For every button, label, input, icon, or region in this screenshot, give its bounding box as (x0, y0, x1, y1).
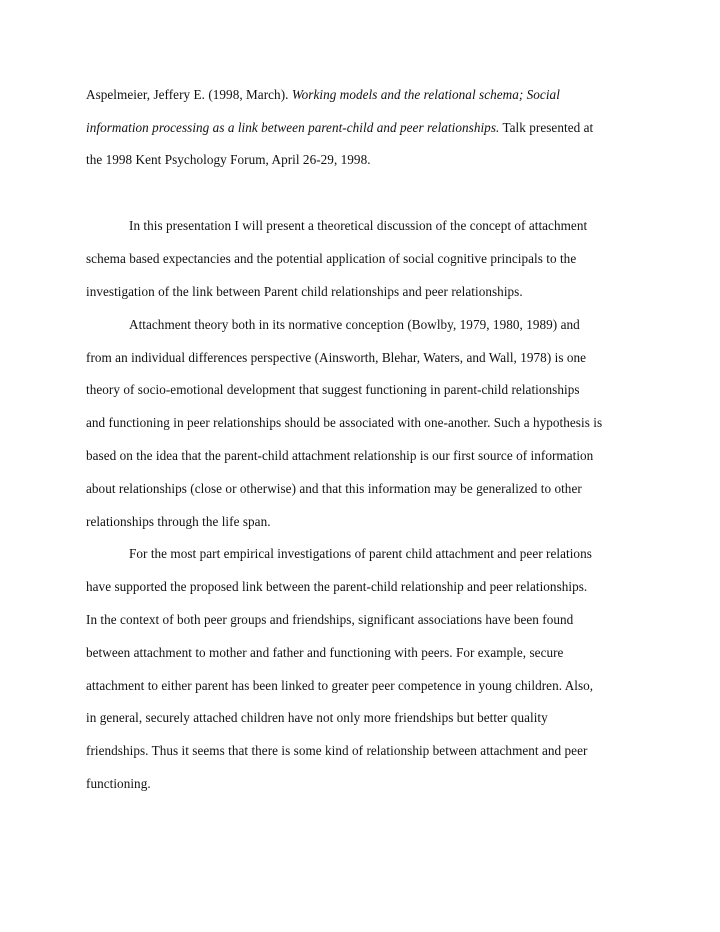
paragraph-line: in general, securely attached children have not only more friendships but better quality (86, 710, 548, 725)
citation-line-2 (86, 120, 593, 136)
paragraph-line: and functioning in peer relationships should be associated with one-another. Such a hypothesis is (86, 415, 603, 430)
paragraph-line: Attachment theory both in its normative conception (Bowlby, 1979, 1980, 1989) and (129, 317, 580, 332)
paragraph-line: investigation of the link between Parent child relationships and peer relationships. (86, 284, 523, 299)
paragraph-line: between attachment to mother and father and functioning with peers. For example, secure (86, 645, 564, 660)
paragraph-line: In the context of both peer groups and friendships, significant associations have been found (86, 612, 574, 627)
paragraph-line: have supported the proposed link between the parent-child relationship and peer relationships. (86, 579, 588, 594)
citation-title-part-1: Working models and the relational schema; Social (291, 87, 560, 102)
paragraph-line: relationships through the life span. (86, 514, 271, 529)
paragraph-line: For the most part empirical investigations of parent child attachment and peer relations (129, 546, 592, 561)
paragraph-line: from an individual differences perspective (Ainsworth, Blehar, Waters, and Wall, 1978) is one (86, 350, 587, 365)
citation-line-3: the 1998 Kent Psychology Forum, April 26-29, 1998. (86, 152, 371, 167)
paragraph-line: about relationships (close or otherwise) and that this information may be generalized to other (86, 481, 582, 496)
paragraph-line: schema based expectancies and the potential application of social cognitive principals to the (86, 251, 577, 266)
citation-authors: Aspelmeier, Jeffery E. (1998, March). (86, 87, 292, 102)
citation-note: Talk presented at (499, 120, 594, 135)
citation-line-1 (86, 87, 560, 103)
paragraph-line: In this presentation I will present a theoretical discussion of the concept of attachment (129, 218, 588, 233)
paragraph-line: attachment to either parent has been linked to greater peer competence in young children. Also, (86, 678, 594, 693)
citation-title-part-2: information processing as a link between parent-child and peer relationships. (86, 120, 500, 135)
paragraph-line: functioning. (86, 776, 151, 791)
paragraph-line: theory of socio-emotional development that suggest functioning in parent-child relationships (86, 382, 580, 397)
paragraph-line: friendships. Thus it seems that there is some kind of relationship between attachment and peer (86, 743, 588, 758)
paragraph-line: based on the idea that the parent-child attachment relationship is our first source of information (86, 448, 594, 463)
